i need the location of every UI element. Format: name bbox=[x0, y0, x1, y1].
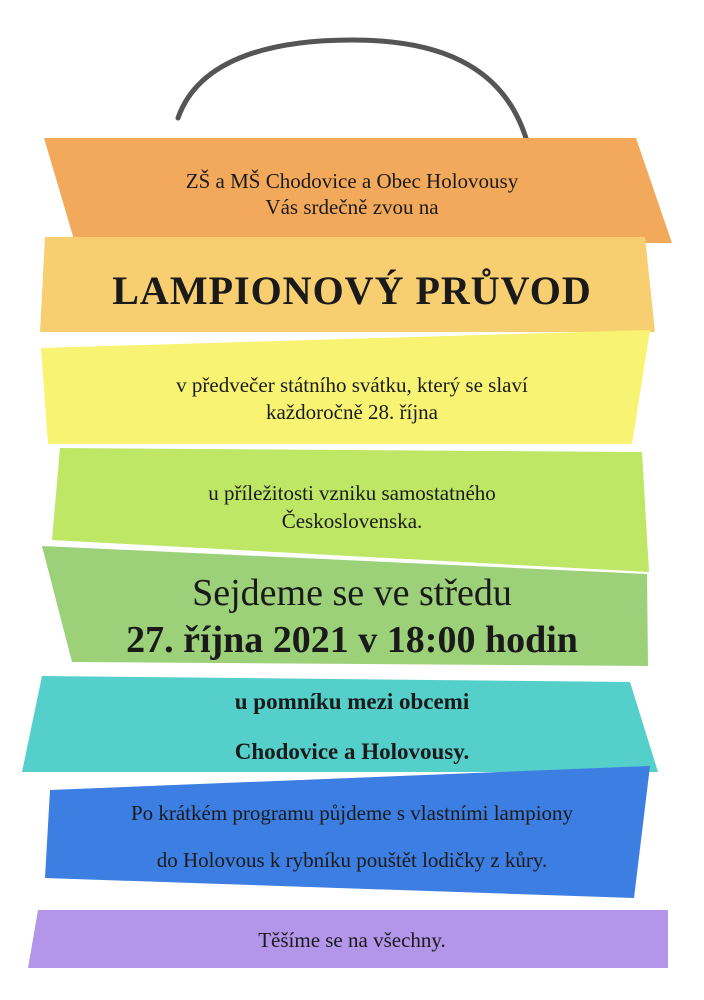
place-line-2: Chodovice a Holovousy. bbox=[234, 739, 470, 764]
occasion-line-1: v předvečer státního svátku, který se slaví bbox=[176, 373, 528, 397]
reason-line-1: u příležitosti vzniku samostatného bbox=[208, 481, 496, 505]
reason-line-2: Československa. bbox=[281, 509, 423, 533]
page-title: LAMPIONOVÝ PRŮVOD bbox=[112, 268, 592, 313]
invite-line-1: ZŠ a MŠ Chodovice a Obec Holovousy bbox=[185, 169, 519, 193]
invite-line-2: Vás srdečně zvou na bbox=[265, 195, 439, 219]
closing-text: Těšíme se na všechny. bbox=[258, 928, 446, 952]
program-line-1: Po krátkém programu půjdeme s vlastními lampiony bbox=[130, 801, 574, 825]
program-line-2: do Holovous k rybníku pouštět lodičky z kůry. bbox=[156, 848, 548, 872]
meeting-line-1: Sejdeme se ve středu bbox=[192, 572, 512, 614]
meeting-line-2: 27. října 2021 v 18:00 hodin bbox=[126, 619, 578, 661]
occasion-line-2: každoročně 28. října bbox=[265, 400, 438, 424]
band-blue bbox=[45, 766, 650, 898]
place-line-1: u pomníku mezi obcemi bbox=[234, 689, 470, 714]
